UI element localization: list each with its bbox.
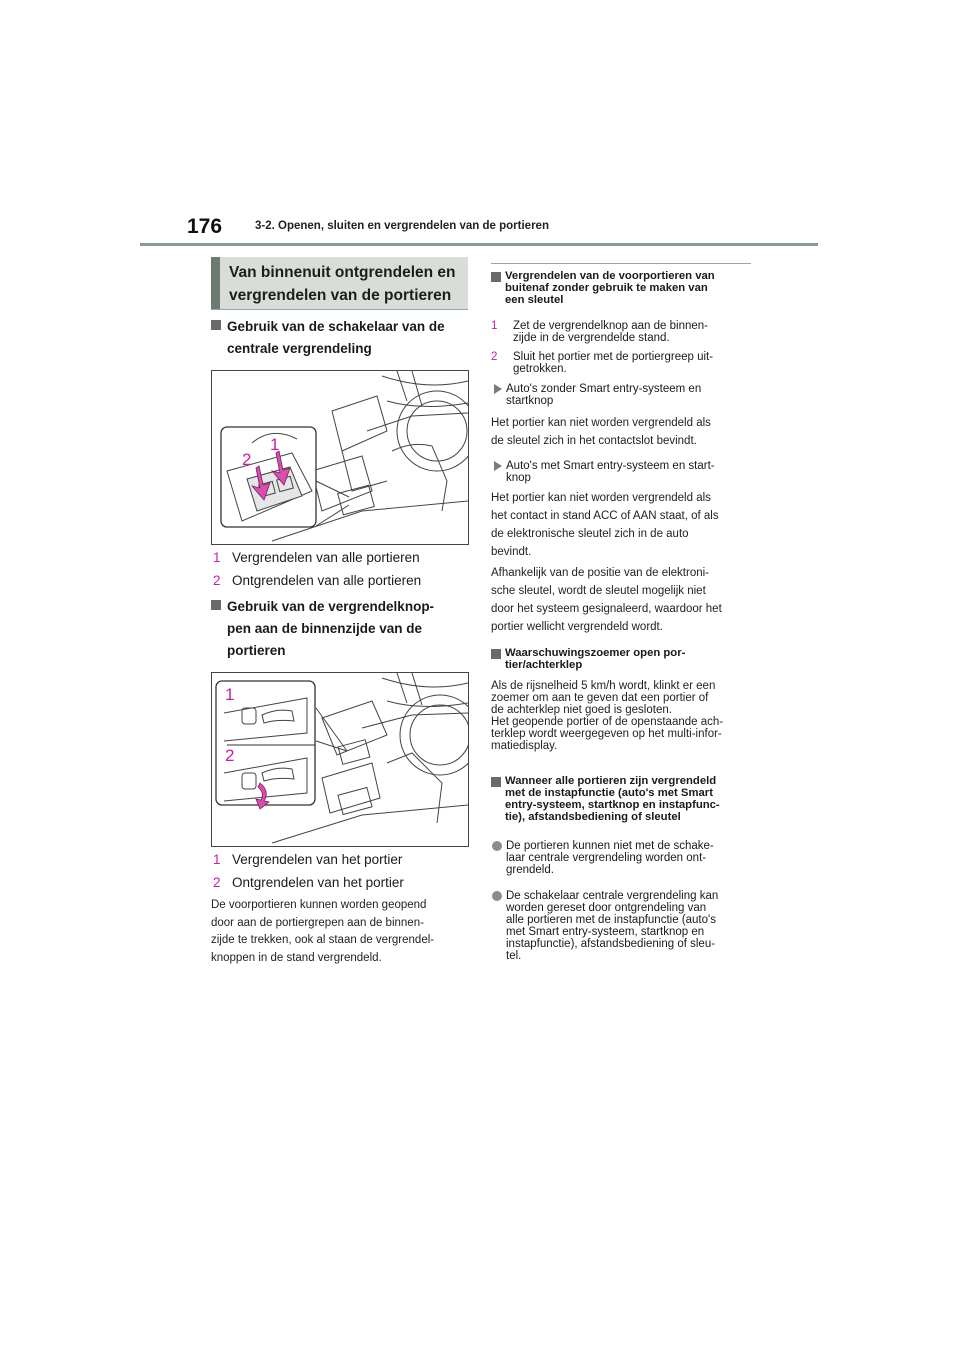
text-line: portier wellicht vergrendeld wordt.: [491, 621, 663, 633]
step-number: 2: [491, 351, 498, 363]
arrow-right-icon: [494, 384, 502, 394]
section-divider: [211, 309, 468, 310]
square-bullet-icon: [491, 777, 501, 787]
heading-line: Wanneer alle portieren zijn vergrendeld: [505, 775, 717, 787]
square-bullet-icon: [211, 320, 221, 330]
fig1-callout-1: 1: [270, 435, 280, 454]
square-bullet-icon: [491, 272, 501, 282]
text-line: zoemer om aan te geven dat een portier of: [491, 692, 709, 704]
section-title-box: [211, 257, 468, 309]
text-line: matiedisplay.: [491, 740, 558, 752]
subheading-line: pen aan de binnenzijde van de: [227, 621, 423, 636]
subheading-inner-lock-knobs: [211, 596, 434, 662]
text-line: door het systeem gesignaleerd, waardoor het: [491, 603, 722, 615]
header-divider: [140, 243, 818, 246]
bullet-reset-switch: [491, 890, 753, 962]
condition-line: Auto's zonder Smart entry-systeem en: [506, 383, 702, 395]
step-text: [513, 351, 753, 375]
lock-knob-illustration: [212, 673, 468, 846]
note-inside-handles: [211, 897, 471, 967]
note-line: door aan de portiergrepen aan de binnen-: [211, 916, 424, 929]
condition-line: startknop: [506, 395, 554, 407]
fig1-callout-2: 2: [242, 450, 252, 469]
item-number: 1: [213, 550, 221, 565]
text-line: Als de rijsnelheid 5 km/h wordt, klinkt er een: [491, 680, 716, 692]
subheading-central-lock-switch: [211, 316, 445, 360]
fig2-callout-1: 1: [225, 685, 235, 704]
text-line: de elektronische sleutel zich in de auto: [491, 528, 689, 540]
section-title-line1: Van binnenuit ontgrendelen en: [229, 264, 456, 281]
text-line: het contact in stand ACC of AAN staat, of als: [491, 510, 719, 522]
text-key-detection: [491, 564, 753, 636]
subheading-line: Gebruik van de vergrendelknop-: [227, 599, 435, 614]
bullet-line: worden gereset door ontgrendeling van: [506, 902, 707, 914]
bullet-line: De portieren kunnen niet met de schake-: [506, 840, 714, 852]
item-number: 2: [213, 875, 221, 890]
bullet-cannot-unlock: [491, 840, 753, 876]
figure-central-lock-switch: [211, 370, 469, 545]
fig2-callout-2: 2: [225, 746, 235, 765]
text-ignition-acc: [491, 489, 753, 561]
right-column-top-rule: [491, 263, 751, 264]
step-line: zijde in de vergrendelde stand.: [513, 332, 670, 344]
heading-line: entry-systeem, startknop en instapfunc-: [505, 799, 720, 811]
text-line: Het geopende portier of de openstaande ach-: [491, 716, 724, 728]
bullet-line: tel.: [506, 950, 522, 962]
subheading-line: centrale vergrendeling: [227, 341, 372, 356]
item-text: Ontgrendelen van het portier: [232, 875, 404, 890]
heading-line: buitenaf zonder gebruik te maken van: [505, 282, 708, 294]
item-number: 1: [213, 852, 221, 867]
subheading-line: portieren: [227, 643, 286, 658]
condition-line: knop: [506, 472, 531, 484]
bullet-line: alle portieren met de instapfunctie (auto's: [506, 914, 716, 926]
note-line: zijde te trekken, ook al staan de vergrendel-: [211, 934, 435, 946]
text-line: de achterklep niet goed is gesloten.: [491, 704, 672, 716]
text-line: terklep wordt weergegeven op het multi-infor-: [491, 728, 722, 740]
section-title-line2: vergrendelen van de portieren: [229, 287, 452, 304]
arrow-right-icon: [494, 461, 502, 471]
item-text: Ontgrendelen van alle portieren: [232, 573, 422, 588]
step-line: Zet de vergrendelknop aan de binnen-: [513, 320, 709, 332]
page-number: 176: [187, 215, 223, 238]
item-text: Vergrendelen van alle portieren: [232, 550, 420, 565]
central-lock-illustration: [212, 371, 468, 544]
bullet-line: met Smart entry-systeem, startknop en: [506, 926, 705, 938]
heading-all-doors-locked: [491, 775, 753, 823]
bullet-line: instapfunctie), afstandsbediening of sleu-: [506, 938, 716, 950]
item-text: Vergrendelen van het portier: [232, 852, 403, 867]
condition-with-smart-entry: [491, 460, 753, 484]
heading-line: een sleutel: [505, 294, 564, 306]
text-line: bevindt.: [491, 546, 532, 558]
condition-without-smart-entry: [491, 383, 753, 407]
subheading-line: Gebruik van de schakelaar van de: [227, 319, 445, 334]
chapter-title: 3-2. Openen, sluiten en vergrendelen van de portieren: [255, 220, 549, 232]
heading-line: Vergrendelen van de voorportieren van: [505, 270, 715, 282]
text-key-in-ignition: [491, 414, 753, 450]
text-line: Het portier kan niet worden vergrendeld als: [491, 492, 711, 504]
text-line: Afhankelijk van de positie van de elektroni-: [491, 567, 709, 579]
condition-line: Auto's met Smart entry-systeem en start-: [506, 460, 715, 472]
round-bullet-icon: [492, 891, 502, 901]
step-line: Sluit het portier met de portiergreep uit-: [513, 351, 714, 363]
text-line: Het portier kan niet worden vergrendeld als: [491, 417, 711, 429]
round-bullet-icon: [492, 841, 502, 851]
bullet-line: grendeld.: [506, 864, 554, 876]
step-line: getrokken.: [513, 363, 567, 375]
text-line: sche sleutel, wordt de sleutel mogelijk niet: [491, 585, 706, 597]
text-buzzer: [491, 680, 753, 752]
note-line: knoppen in de stand vergrendeld.: [211, 951, 382, 964]
heading-line: tie), afstandsbediening of sleutel: [505, 811, 681, 823]
item-number: 2: [213, 573, 221, 588]
figure-inner-lock-knobs: [211, 672, 469, 847]
bullet-line: laar centrale vergrendeling worden ont-: [506, 852, 707, 864]
note-line: De voorportieren kunnen worden geopend: [211, 899, 427, 911]
step-number: 1: [491, 320, 498, 332]
heading-line: tier/achterklep: [505, 659, 583, 671]
heading-line: Waarschuwingszoemer open por-: [505, 647, 686, 659]
step-text: [513, 320, 753, 344]
square-bullet-icon: [491, 649, 501, 659]
square-bullet-icon: [211, 600, 221, 610]
bullet-line: De schakelaar centrale vergrendeling kan: [506, 890, 719, 902]
heading-line: met de instapfunctie (auto's met Smart: [505, 787, 713, 799]
heading-open-door-buzzer: [491, 647, 753, 671]
text-line: de sleutel zich in het contactslot bevindt.: [491, 435, 697, 447]
heading-lock-without-key: [491, 270, 753, 306]
